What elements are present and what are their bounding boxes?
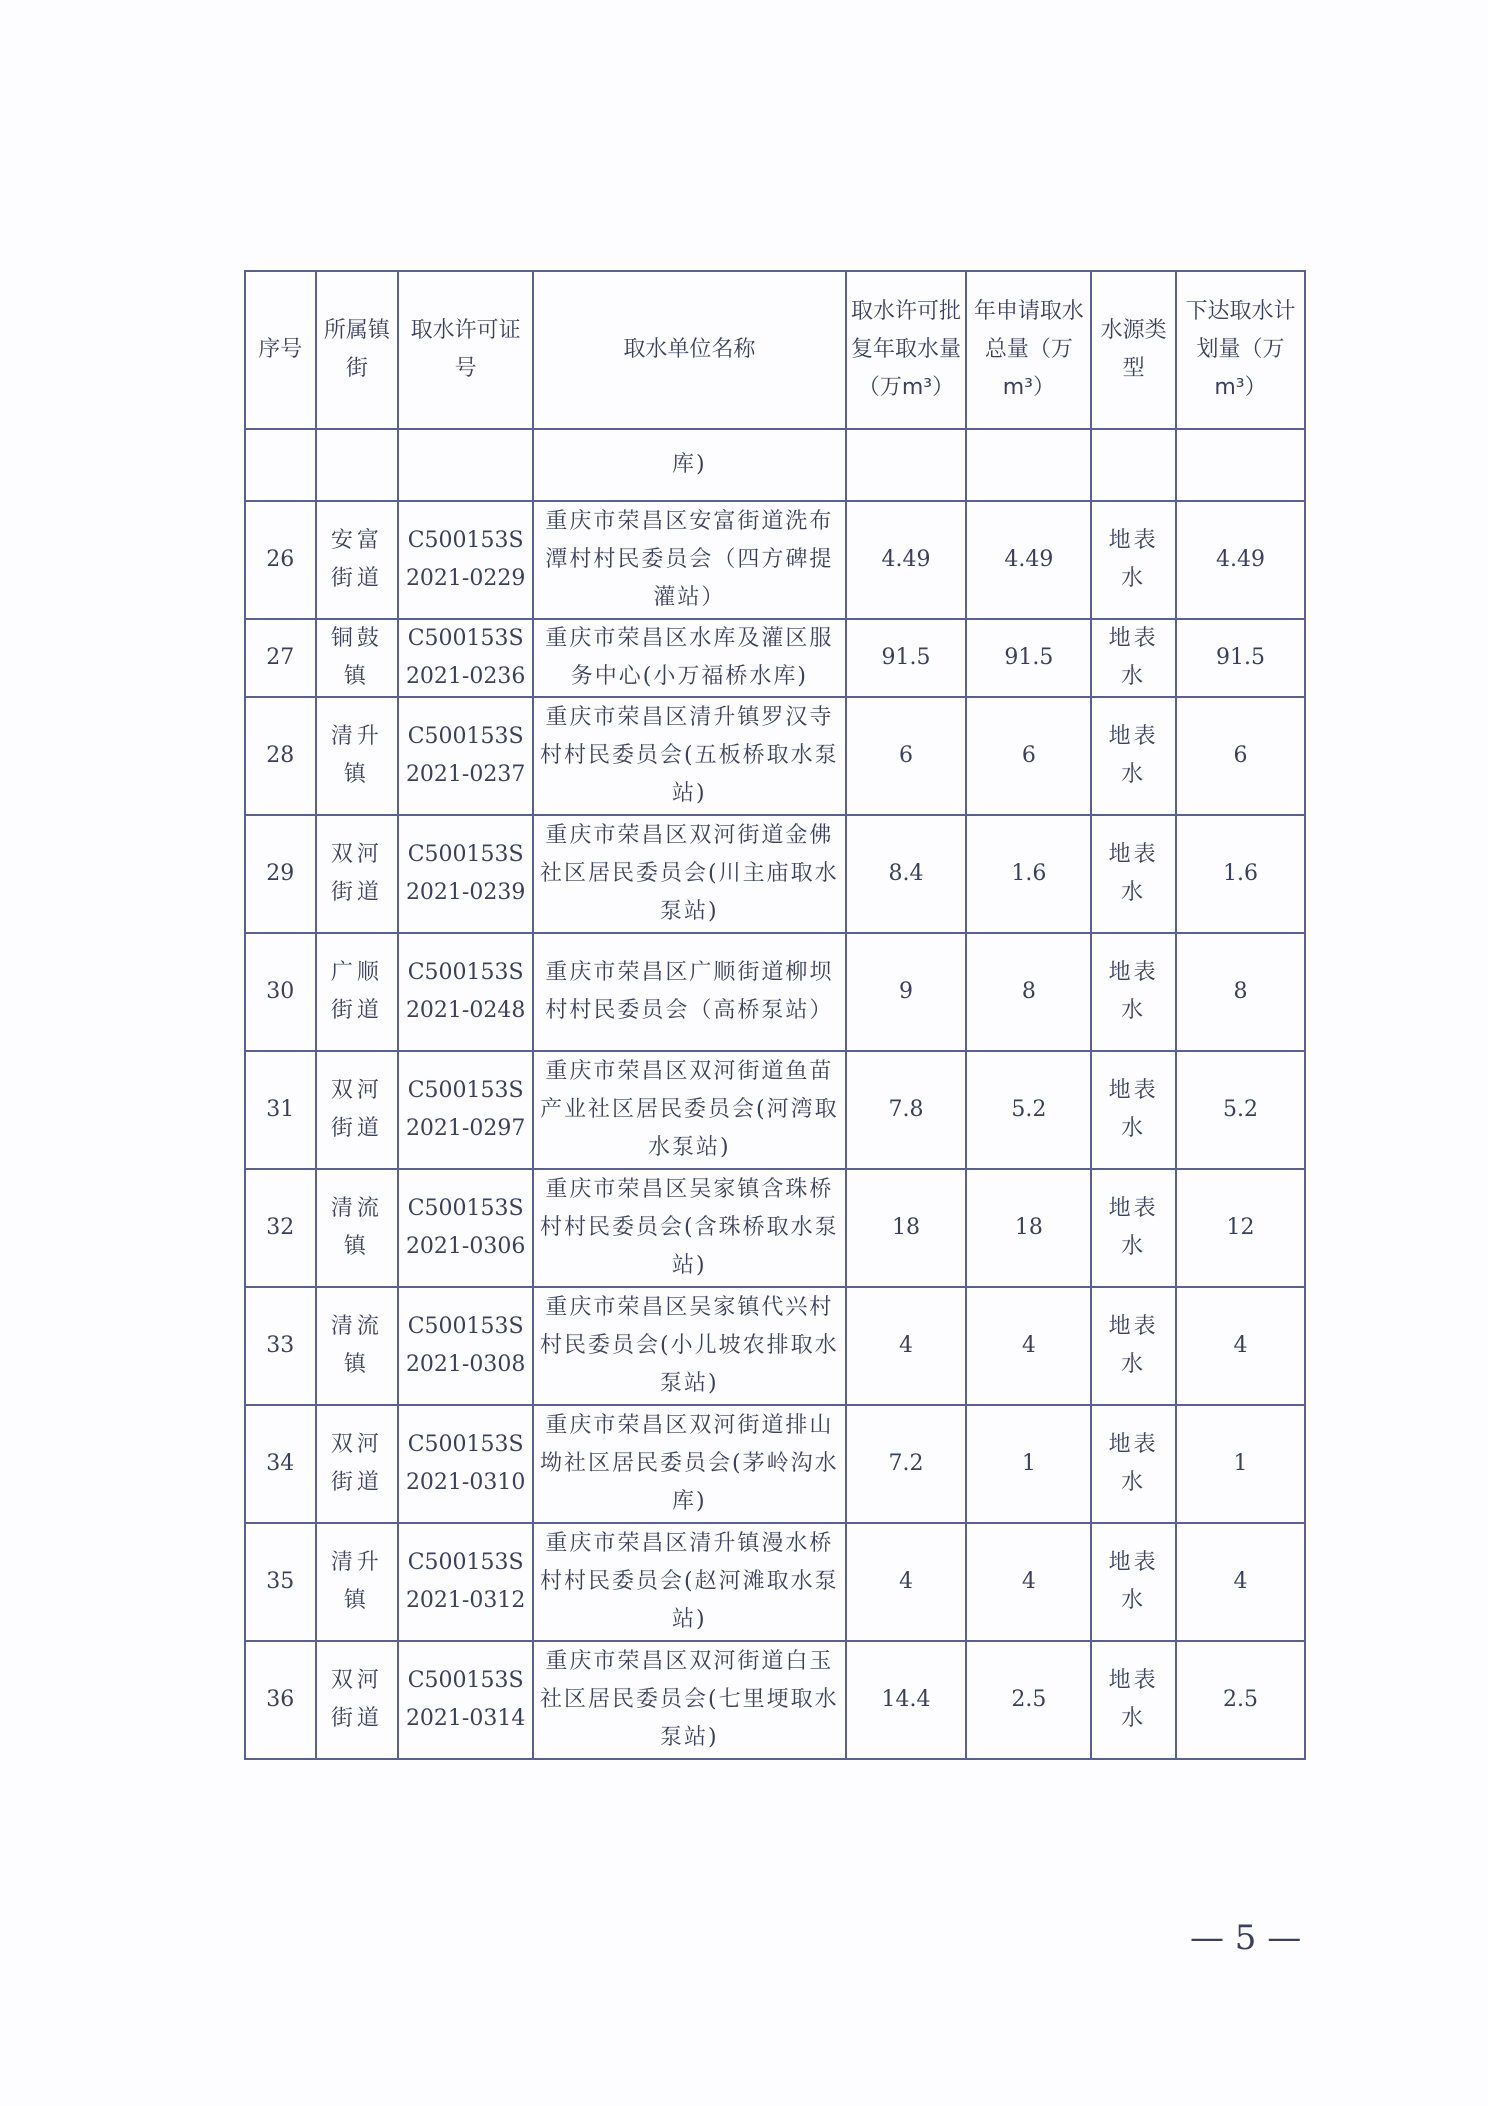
cell-source: 地表水: [1091, 697, 1176, 815]
cell-applied: 6: [966, 697, 1091, 815]
cell-plan: 4.49: [1176, 501, 1305, 619]
cell-approved: 91.5: [846, 619, 967, 697]
cell-license: C500153S 2021-0314: [398, 1641, 533, 1759]
header-unit: 取水单位名称: [533, 271, 845, 429]
cell-town: 清流镇: [316, 1169, 399, 1287]
cell-source: 地表水: [1091, 933, 1176, 1051]
cell-plan: 5.2: [1176, 1051, 1305, 1169]
table-row: [245, 1287, 1305, 1405]
cell-unit: 重庆市荣昌区双河街道鱼苗产业社区居民委员会(河湾取水泵站): [533, 1051, 845, 1169]
cell-license: C500153S 2021-0229: [398, 501, 533, 619]
cell-applied: 4.49: [966, 501, 1091, 619]
cell-seq: 28: [245, 697, 316, 815]
cell-approved: 4: [846, 1287, 967, 1405]
cell-plan: 8: [1176, 933, 1305, 1051]
header-approved: 取水许可批复年取水量（万m³）: [846, 271, 967, 429]
cell-seq: 33: [245, 1287, 316, 1405]
table-row: [245, 933, 1305, 1051]
cell-plan: 1.6: [1176, 815, 1305, 933]
table-row: [245, 1641, 1305, 1759]
water-permit-table: [244, 270, 1306, 1760]
cell-town: 双河街道: [316, 1051, 399, 1169]
cell-license: C500153S 2021-0236: [398, 619, 533, 697]
header-seq: 序号: [245, 271, 316, 429]
cell-town: 铜鼓镇: [316, 619, 399, 697]
cell-source: 地表水: [1091, 1051, 1176, 1169]
cell-source: 地表水: [1091, 501, 1176, 619]
cell-applied: 4: [966, 1287, 1091, 1405]
cell-applied: 1: [966, 1405, 1091, 1523]
cell-plan: 1: [1176, 1405, 1305, 1523]
table-row: [245, 619, 1305, 697]
cell-approved: 7.2: [846, 1405, 967, 1523]
cell-approved: 6: [846, 697, 967, 815]
table-row: [245, 1523, 1305, 1641]
table-row: [245, 1169, 1305, 1287]
cell-plan: 4: [1176, 1287, 1305, 1405]
cell-plan: 6: [1176, 697, 1305, 815]
cell-seq: 26: [245, 501, 316, 619]
cell-unit: 重庆市荣昌区双河街道金佛社区居民委员会(川主庙取水泵站): [533, 815, 845, 933]
cell-plan: 2.5: [1176, 1641, 1305, 1759]
cell-unit: 重庆市荣昌区吴家镇含珠桥村村民委员会(含珠桥取水泵站): [533, 1169, 845, 1287]
cell-town: 双河街道: [316, 1405, 399, 1523]
cell-license: C500153S 2021-0306: [398, 1169, 533, 1287]
cell-license: C500153S 2021-0308: [398, 1287, 533, 1405]
cell-town: 安富街道: [316, 501, 399, 619]
cell-seq: 35: [245, 1523, 316, 1641]
cell-seq: 31: [245, 1051, 316, 1169]
cell-source: 地表水: [1091, 1287, 1176, 1405]
cell-approved: 14.4: [846, 1641, 967, 1759]
cell-seq: 29: [245, 815, 316, 933]
cell-license: C500153S 2021-0248: [398, 933, 533, 1051]
cell-license: C500153S 2021-0310: [398, 1405, 533, 1523]
cell-approved: 18: [846, 1169, 967, 1287]
cell-town: 双河街道: [316, 1641, 399, 1759]
header-license: 取水许可证号: [398, 271, 533, 429]
cell-applied: 91.5: [966, 619, 1091, 697]
cell-license: C500153S 2021-0239: [398, 815, 533, 933]
cell-approved: 9: [846, 933, 967, 1051]
header-source: 水源类型: [1091, 271, 1176, 429]
cell-license: C500153S 2021-0312: [398, 1523, 533, 1641]
cell-license: C500153S 2021-0237: [398, 697, 533, 815]
cell-applied: 5.2: [966, 1051, 1091, 1169]
cell-source: 地表水: [1091, 1641, 1176, 1759]
header-plan: 下达取水计划量（万m³）: [1176, 271, 1305, 429]
cell-seq: 34: [245, 1405, 316, 1523]
cell-town: 清流镇: [316, 1287, 399, 1405]
cell-source: 地表水: [1091, 1523, 1176, 1641]
table-row: [245, 815, 1305, 933]
cell-unit: 重庆市荣昌区双河街道白玉社区居民委员会(七里埂取水泵站): [533, 1641, 845, 1759]
continuation-row: [245, 429, 1305, 501]
table-row: [245, 697, 1305, 815]
cell-plan: 12: [1176, 1169, 1305, 1287]
cell-license: C500153S 2021-0297: [398, 1051, 533, 1169]
cell-approved: 4.49: [846, 501, 967, 619]
cell-applied: 18: [966, 1169, 1091, 1287]
cell-unit: 重庆市荣昌区吴家镇代兴村村民委员会(小儿坡农排取水泵站): [533, 1287, 845, 1405]
cell-applied: 1.6: [966, 815, 1091, 933]
cell-unit: 重庆市荣昌区双河街道排山坳社区居民委员会(茅岭沟水库): [533, 1405, 845, 1523]
cell-applied: 4: [966, 1523, 1091, 1641]
cell-applied: 8: [966, 933, 1091, 1051]
cell-town: 双河街道: [316, 815, 399, 933]
cell-unit: 重庆市荣昌区安富街道洗布潭村村民委员会（四方碑提灌站）: [533, 501, 845, 619]
table-row: [245, 501, 1305, 619]
cell-plan: 91.5: [1176, 619, 1305, 697]
table-row: [245, 1405, 1305, 1523]
continuation-cell: 库): [533, 429, 845, 501]
cell-town: 清升镇: [316, 1523, 399, 1641]
page-number: — 5 —: [1190, 1918, 1302, 1958]
cell-seq: 36: [245, 1641, 316, 1759]
cell-source: 地表水: [1091, 815, 1176, 933]
cell-approved: 8.4: [846, 815, 967, 933]
header-row: [245, 271, 1305, 429]
cell-applied: 2.5: [966, 1641, 1091, 1759]
cell-unit: 重庆市荣昌区清升镇罗汉寺村村民委员会(五板桥取水泵站): [533, 697, 845, 815]
cell-town: 广顺街道: [316, 933, 399, 1051]
cell-source: 地表水: [1091, 1405, 1176, 1523]
header-applied: 年申请取水总量（万m³）: [966, 271, 1091, 429]
cell-seq: 27: [245, 619, 316, 697]
cell-source: 地表水: [1091, 1169, 1176, 1287]
cell-approved: 7.8: [846, 1051, 967, 1169]
cell-town: 清升镇: [316, 697, 399, 815]
cell-seq: 32: [245, 1169, 316, 1287]
cell-approved: 4: [846, 1523, 967, 1641]
cell-plan: 4: [1176, 1523, 1305, 1641]
cell-source: 地表水: [1091, 619, 1176, 697]
cell-unit: 重庆市荣昌区水库及灌区服务中心(小万福桥水库): [533, 619, 845, 697]
cell-seq: 30: [245, 933, 316, 1051]
cell-unit: 重庆市荣昌区广顺街道柳坝村村民委员会（高桥泵站）: [533, 933, 845, 1051]
cell-unit: 重庆市荣昌区清升镇漫水桥村村民委员会(赵河滩取水泵站): [533, 1523, 845, 1641]
header-town: 所属镇街: [316, 271, 399, 429]
table-row: [245, 1051, 1305, 1169]
